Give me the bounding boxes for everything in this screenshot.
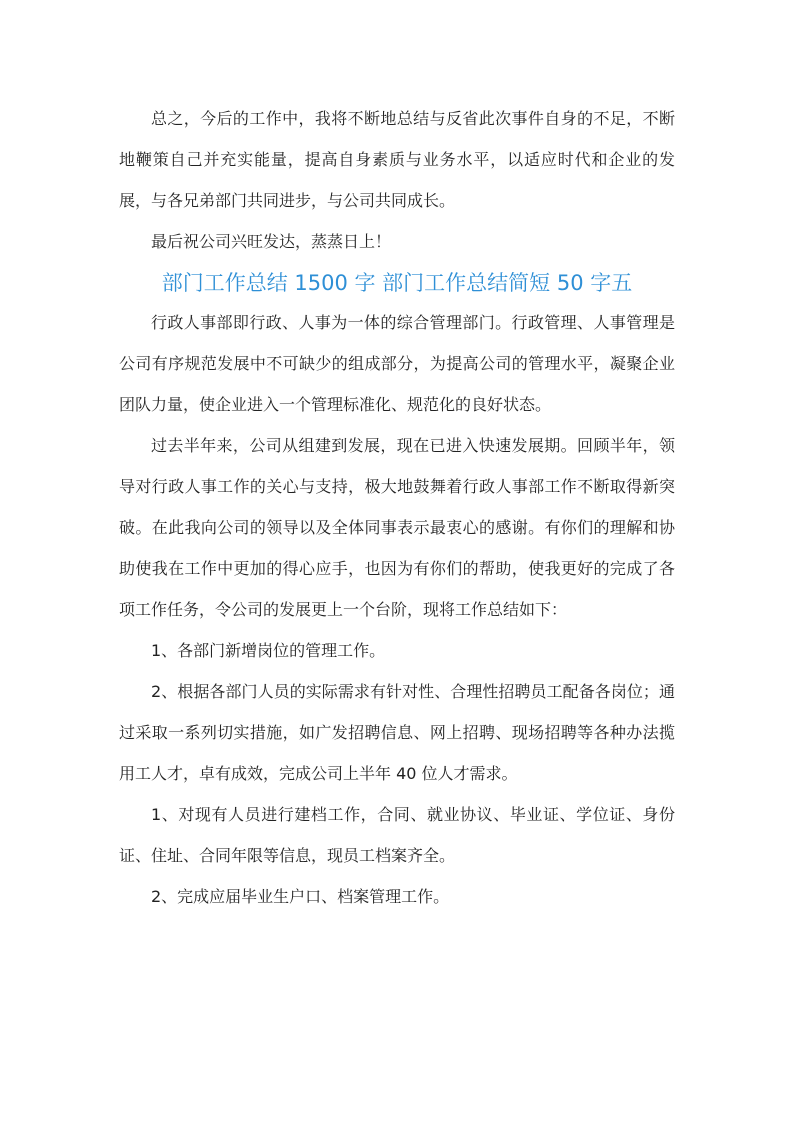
section-title: 部门工作总结 1500 字 部门工作总结简短 50 字五 bbox=[161, 271, 633, 295]
list-item: 1、各部门新增岗位的管理工作。 bbox=[151, 641, 386, 660]
document-body bbox=[119, 98, 675, 917]
body-paragraph: 最后祝公司兴旺发达，蒸蒸日上！ bbox=[151, 232, 392, 251]
list-item: 1、对现有人员进行建档工作，合同、就业协议、毕业证、学位证、身份证、住址、合同年限等信息，现员工档案齐全。 bbox=[119, 805, 675, 865]
body-paragraph: 过去半年来，公司从组建到发展，现在已进入快速发展期。回顾半年，领导对行政人事工作的关心与支持，极大地鼓舞着行政人事部工作不断取得新突破。在此我向公司的领导以及全体同事表示最衷心的感谢。有你们的理解和协助使我在工作中更加的得心应手，也因为有你们的帮助，使我更好的完成了各项工作任务，令公司的发展更上一个台阶，现将工作总结如下： bbox=[119, 436, 675, 619]
list-item: 2、根据各部门人员的实际需求有针对性、合理性招聘员工配备各岗位；通过采取一系列切实措施，如广发招聘信息、网上招聘、现场招聘等各种办法揽用工人才，卓有成效，完成公司上半年 40 位人才需求。 bbox=[119, 682, 675, 783]
body-paragraph: 总之，今后的工作中，我将不断地总结与反省此次事件自身的不足，不断地鞭策自己并充实能量，提高自身素质与业务水平，以适应时代和企业的发展，与各兄弟部门共同进步，与公司共同成长。 bbox=[119, 109, 675, 210]
body-paragraph: 行政人事部即行政、人事为一体的综合管理部门。行政管理、人事管理是公司有序规范发展中不可缺少的组成部分，为提高公司的管理水平，凝聚企业团队力量，使企业进入一个管理标准化、规范化的良好状态。 bbox=[119, 313, 675, 414]
list-item: 2、完成应届毕业生户口、档案管理工作。 bbox=[151, 887, 450, 906]
